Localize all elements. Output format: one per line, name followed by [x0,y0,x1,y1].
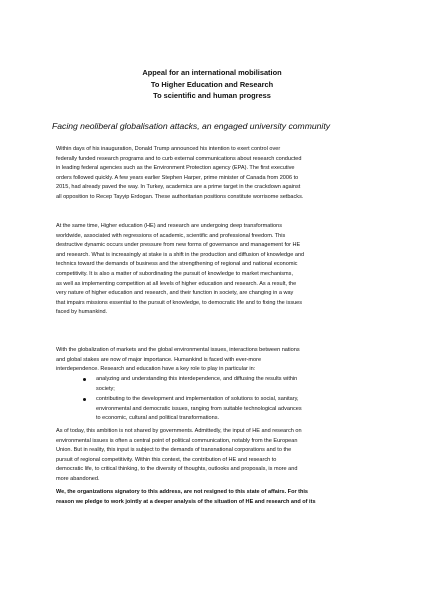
text-line: democratic life, to critical thinking, to the diversity of thoughts, outlooks and proposals, is more and [56,466,298,473]
text-line: Union. But in reality, this input is subject to the demands of transnational corporations and to the [56,447,292,454]
text-line: as well as implementing competition at all levels of higher education and research. As a result, the [56,280,297,287]
text-line: technics toward the demands of business and the strengthening of regional and national economic [56,261,298,268]
text-line: to economic, cultural and political transformations. [96,415,220,422]
text-line: in leading federal agencies such as the Environment Protection agency (EPA). The first executive [56,165,295,172]
text-line: reason we pledge to work jointly at a deeper analysis of the situation of HE and research and of its [56,498,316,505]
text-line: all opposition to Recep Tayyip Erdogan. These authoritarian positions constitute worrisome setbacks. [56,193,304,200]
paragraph-pledge [56,488,374,507]
bullet-item [96,395,378,424]
text-line: destructive dynamic occurs under pressure from new forms of governance and management for HE [56,242,301,249]
text-line: analyzing and understanding this interdependence, and diffusing the results within [96,376,298,382]
text-line: As of today, this ambition is not shared by governments. Admittedly, the input of HE and research on [56,428,302,434]
text-line: pursuit of regional competitivity. Within this context, the contribution of HE and research to [56,456,277,463]
bullet-item [96,375,378,394]
text-line: Within days of his inauguration, Donald Trump announced his intention to exert control over [56,146,281,152]
text-line: environmental issues is often a central point of political communication, notably from the European [56,437,298,444]
text-line: orders followed quickly. A few years earlier Stephen Harper, prime minister of Canada from 2006 to [56,174,299,181]
text-line: federally funded research programs and to curb external communications about research conducted [56,155,302,162]
text-line: and global stakes are now of major importance. Humankind is faced with ever-more [56,356,262,363]
text-line: very nature of higher education and research, and their function in society, are changing in a way [56,290,294,297]
paragraph-globalization [56,346,374,375]
text-line: society; [96,385,115,392]
text-line: environmental and democratic issues, ranging from suitable technological advances [96,405,302,412]
text-line: At the same time, Higher education (HE) and research are undergoing deep transformations [56,223,283,229]
text-line: We, the organizations signatory to this address, are not resigned to this state of affairs. For this [56,489,309,495]
paragraph-transformations [56,222,374,318]
text-line: and research. What is increasingly at stake is a shift in the production and diffusion of knowledge and [56,251,305,258]
text-line: contributing to the development and implementation of solutions to social, sanitary, [96,396,299,402]
text-line: worldwide, associated with regressions of academic, scientific and professional freedom. This [56,232,286,239]
title-line-2: To Higher Education and Research [150,79,274,89]
text-line: more abandoned. [56,475,100,482]
document-title [0,67,424,102]
text-line: faced by humankind. [56,309,108,316]
bullet-icon [83,378,86,381]
paragraph-governments [56,427,374,485]
text-line: interdependence. Research and education have a key role to play in particular in: [56,366,256,373]
text-line: competitivity. It is also a matter of subordinating the pursuit of knowledge to market mechanisms, [56,270,293,277]
bullet-icon [83,398,86,401]
paragraph-inauguration [56,145,374,203]
title-line-1: Appeal for an international mobilisation [142,68,282,77]
document-subtitle: Facing neoliberal globalisation attacks, an engaged university community [52,121,331,131]
text-line: With the globalization of markets and the global environmental issues, interactions between nations [56,347,300,353]
text-line: that impairs missions essential to the pursuit of knowledge, to democratic life and to fixing the issues [56,299,303,306]
text-line: 2015, had already paved the way. In Turkey, academics are a prime target in the crackdown against [56,184,301,191]
title-line-3: To scientific and human progress [153,91,271,100]
